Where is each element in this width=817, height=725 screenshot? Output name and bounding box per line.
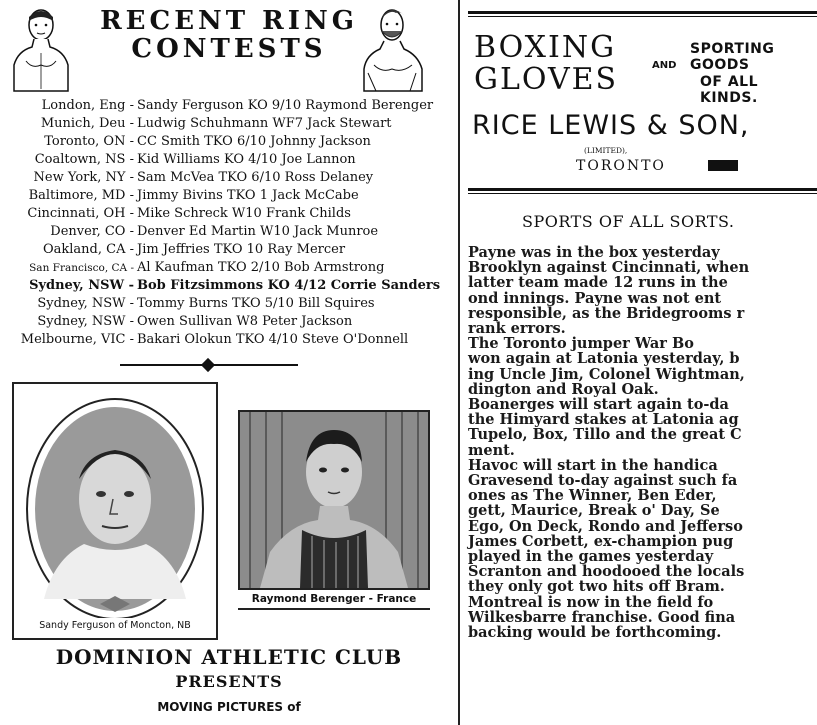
result-row — [0, 313, 458, 331]
ad-company-name: RICE LEWIS & SON, — [472, 110, 750, 141]
result-location: New York, NY - — [33, 170, 134, 185]
article-line: played in the games yesterday — [468, 548, 714, 566]
result-text: Owen Sullivan W8 Peter Jackson — [137, 314, 353, 329]
article-line: won again at Latonia yesterday, b — [468, 350, 740, 368]
promo-presents: PRESENTS — [175, 672, 283, 691]
article-line: ond innings. Payne was not ent — [468, 289, 722, 307]
article-line: they only got two hits off Bram. — [468, 578, 725, 596]
result-location: Sydney, NSW - — [37, 314, 134, 329]
result-row — [0, 187, 458, 205]
ad-gloves: GLOVES — [474, 62, 619, 97]
result-location: Coaltown, NS - — [34, 152, 134, 167]
ad-bottom-rule — [468, 188, 817, 191]
result-location: Oakland, CA - — [42, 242, 134, 257]
ad-bottom-rule-thin — [468, 193, 817, 194]
result-text: Al Kaufman TKO 2/10 Bob Armstrong — [137, 260, 385, 275]
column-separator — [458, 0, 460, 725]
result-location: Munich, Deu - — [40, 116, 134, 131]
article-line: The Toronto jumper War Bo — [468, 335, 694, 353]
result-location: London, Eng - — [41, 98, 134, 113]
ad-top-rule-thin — [468, 16, 817, 17]
boxer-sketch-right-image — [362, 3, 424, 93]
sandy-ferguson-photo — [12, 382, 218, 640]
article-line: Gravesend to-day against such fa — [468, 472, 738, 490]
results-list — [0, 97, 458, 349]
result-row — [0, 223, 458, 241]
article-line: Boanerges will start again to-da — [468, 396, 729, 414]
result-row — [0, 295, 458, 313]
article-line: James Corbett, ex-champion pug — [468, 532, 734, 550]
result-location: Sydney, NSW - — [37, 296, 134, 311]
article-body — [468, 245, 817, 640]
result-location: San Francisco, CA - — [29, 262, 134, 274]
result-row — [0, 169, 458, 187]
photo-caption-right: Raymond Berenger - France — [238, 588, 430, 608]
result-text: Sandy Ferguson KO 9/10 Raymond Berenger — [137, 98, 434, 113]
article-line: backing would be forthcoming. — [468, 624, 722, 642]
result-location: Baltimore, MD - — [28, 188, 134, 203]
ad-pointer-mark — [708, 160, 738, 171]
ad-top-rule — [468, 11, 817, 14]
article-line: Tupelo, Box, Tillo and the great C — [468, 426, 742, 444]
promo-moving-pictures: MOVING PICTURES of — [157, 700, 301, 714]
result-location: Melbourne, VIC - — [20, 332, 134, 347]
article-line: Ego, On Deck, Rondo and Jefferso — [468, 517, 743, 535]
result-text: CC Smith TKO 6/10 Johnny Jackson — [137, 134, 371, 149]
title-line-2: CONTESTS — [131, 34, 327, 64]
article-line: rank errors. — [468, 320, 566, 338]
result-text: Bakari Olokun TKO 4/10 Steve O'Donnell — [137, 332, 409, 347]
section-heading: SPORTS OF ALL SORTS. — [522, 212, 735, 231]
ad-sporting-goods: SPORTING GOODS — [690, 41, 775, 73]
result-row — [0, 133, 458, 151]
result-row — [0, 151, 458, 169]
article-line: Scranton and hoodooed the locals — [468, 563, 745, 581]
raymond-berenger-photo — [238, 410, 430, 610]
oval-portrait-frame-image — [14, 384, 216, 618]
article-line: latter team made 12 runs in the — [468, 274, 728, 292]
result-location: Denver, CO - — [50, 224, 134, 239]
ad-and: AND — [652, 60, 677, 71]
result-row — [0, 241, 458, 259]
article-line: responsible, as the Bridegrooms r — [468, 304, 745, 322]
result-row — [0, 331, 458, 349]
article-line: Wilkesbarre franchise. Good fina — [468, 608, 736, 626]
result-text: Mike Schreck W10 Frank Childs — [137, 206, 351, 221]
ad-boxing: BOXING — [474, 30, 617, 65]
result-text: Jimmy Bivins TKO 1 Jack McCabe — [137, 188, 359, 203]
ad-city: TORONTO — [576, 158, 666, 174]
result-text: Tommy Burns TKO 5/10 Bill Squires — [137, 296, 375, 311]
article-line: dington and Royal Oak. — [468, 380, 659, 398]
result-text: Denver Ed Martin W10 Jack Munroe — [137, 224, 379, 239]
article-line: gett, Maurice, Break o' Day, Se — [468, 502, 720, 520]
result-text: Kid Williams KO 4/10 Joe Lannon — [137, 152, 356, 167]
result-text: Jim Jeffries TKO 10 Ray Mercer — [137, 242, 346, 257]
result-row — [0, 97, 458, 115]
article-line: Havoc will start in the handica — [468, 456, 718, 474]
title-line-1: RECENT RING — [100, 6, 358, 36]
boxer-photo-image — [240, 412, 428, 588]
article-line: the Himyard stakes at Latonia ag — [468, 411, 739, 429]
result-location: Cincinnati, OH - — [27, 206, 134, 221]
result-text: Bob Fitzsimmons KO 4/12 Corrie Sanders — [137, 278, 441, 293]
article-line: Montreal is now in the field fo — [468, 593, 714, 611]
promo-club-name: DOMINION ATHLETIC CLUB — [55, 645, 403, 669]
divider-diamond — [201, 358, 215, 372]
article-line: Brooklyn against Cincinnati, when — [468, 259, 750, 277]
ad-of-all-kinds: OF ALL KINDS. — [700, 74, 759, 106]
result-location: Toronto, ON - — [44, 134, 134, 149]
result-row — [0, 259, 458, 277]
article-line: ones as The Winner, Ben Eder, — [468, 487, 717, 505]
article-line: ment. — [468, 441, 515, 459]
article-line: Payne was in the box yesterday — [468, 244, 720, 261]
result-row — [0, 205, 458, 223]
right-column — [466, 0, 817, 725]
result-row — [0, 115, 458, 133]
result-location: Sydney, NSW - — [29, 278, 134, 293]
title-block — [0, 0, 458, 95]
result-text: Ludwig Schuhmann WF7 Jack Stewart — [137, 116, 392, 131]
result-row — [0, 277, 458, 295]
article-line: ing Uncle Jim, Colonel Wightman, — [468, 365, 745, 383]
photo-caption-left: Sandy Ferguson of Moncton, NB — [39, 620, 191, 631]
ad-limited: (LIMITED), — [584, 146, 628, 155]
result-text: Sam McVea TKO 6/10 Ross Delaney — [137, 170, 374, 185]
